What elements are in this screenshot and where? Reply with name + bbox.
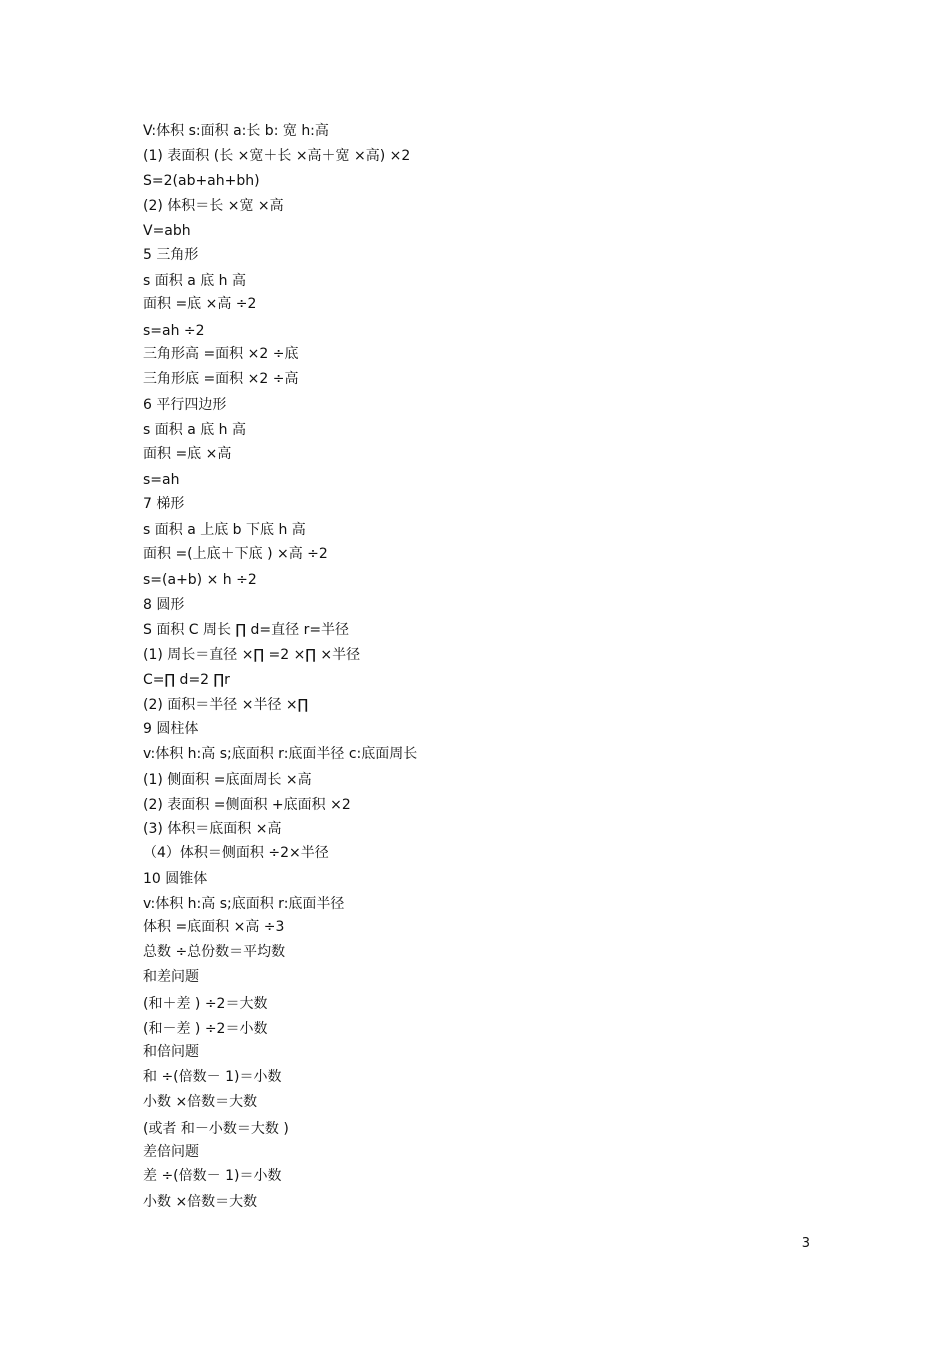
- text-line: 体积 =底面积 ×高 ÷3: [143, 919, 285, 935]
- text-line: 8 圆形: [143, 597, 185, 613]
- text-line: (1) 表面积 (长 ×宽＋长 ×高＋宽 ×高) ×2: [143, 148, 411, 164]
- text-line: s 面积 a 底 h 高: [143, 273, 246, 289]
- text-line: 10 圆锥体: [143, 871, 208, 887]
- text-line: S=2(ab+ah+bh): [143, 173, 260, 189]
- text-line: 小数 ×倍数＝大数: [143, 1094, 258, 1110]
- text-line: 小数 ×倍数＝大数: [143, 1194, 258, 1210]
- text-line: 5 三角形: [143, 247, 199, 263]
- text-line: 面积 =底 ×高: [143, 446, 232, 462]
- formula-text-block: [143, 0, 843, 1300]
- text-line: V:体积 s:面积 a:长 b: 宽 h:高: [143, 123, 329, 139]
- text-line: v:体积 h:高 s;底面积 r:底面半径: [143, 896, 345, 912]
- text-line: 面积 =(上底＋下底 ) ×高 ÷2: [143, 546, 328, 562]
- text-line: s=(a+b) × h ÷2: [143, 572, 257, 588]
- text-line: (或者 和－小数＝大数 ): [143, 1121, 289, 1137]
- text-line: v:体积 h:高 s;底面积 r:底面半径 c:底面周长: [143, 746, 418, 762]
- text-line: 三角形底 =面积 ×2 ÷高: [143, 371, 299, 387]
- text-line: (2) 表面积 =侧面积 +底面积 ×2: [143, 797, 351, 813]
- text-line: s=ah: [143, 472, 180, 488]
- text-line: 7 梯形: [143, 496, 185, 512]
- text-line: s 面积 a 上底 b 下底 h 高: [143, 522, 306, 538]
- text-line: (2) 面积＝半径 ×半径 ×∏: [143, 697, 309, 713]
- text-line: 和差问题: [143, 969, 199, 985]
- text-line: s 面积 a 底 h 高: [143, 422, 246, 438]
- text-line: 三角形高 =面积 ×2 ÷底: [143, 346, 299, 362]
- text-line: 差倍问题: [143, 1144, 199, 1160]
- text-line: S 面积 C 周长 ∏ d=直径 r=半径: [143, 622, 350, 638]
- text-line: (1) 周长＝直径 ×∏ =2 ×∏ ×半径: [143, 647, 361, 663]
- text-line: (1) 侧面积 =底面周长 ×高: [143, 772, 312, 788]
- text-line: 和倍问题: [143, 1044, 199, 1060]
- text-line: 总数 ÷总份数＝平均数: [143, 944, 286, 960]
- text-line: （4）体积＝侧面积 ÷2×半径: [143, 845, 329, 861]
- text-line: (2) 体积＝长 ×宽 ×高: [143, 198, 284, 214]
- text-line: 面积 =底 ×高 ÷2: [143, 296, 257, 312]
- text-line: V=abh: [143, 223, 191, 239]
- text-line: 9 圆柱体: [143, 721, 199, 737]
- text-line: (和－差 ) ÷2＝小数: [143, 1021, 268, 1037]
- text-line: 和 ÷(倍数－ 1)＝小数: [143, 1069, 282, 1085]
- page-number: 3: [801, 1236, 810, 1251]
- text-line: C=∏ d=2 ∏r: [143, 672, 230, 688]
- text-line: (3) 体积＝底面积 ×高: [143, 821, 282, 837]
- text-line: 6 平行四边形: [143, 397, 227, 413]
- text-line: (和＋差 ) ÷2＝大数: [143, 996, 268, 1012]
- text-line: 差 ÷(倍数－ 1)＝小数: [143, 1168, 282, 1184]
- text-line: s=ah ÷2: [143, 323, 205, 339]
